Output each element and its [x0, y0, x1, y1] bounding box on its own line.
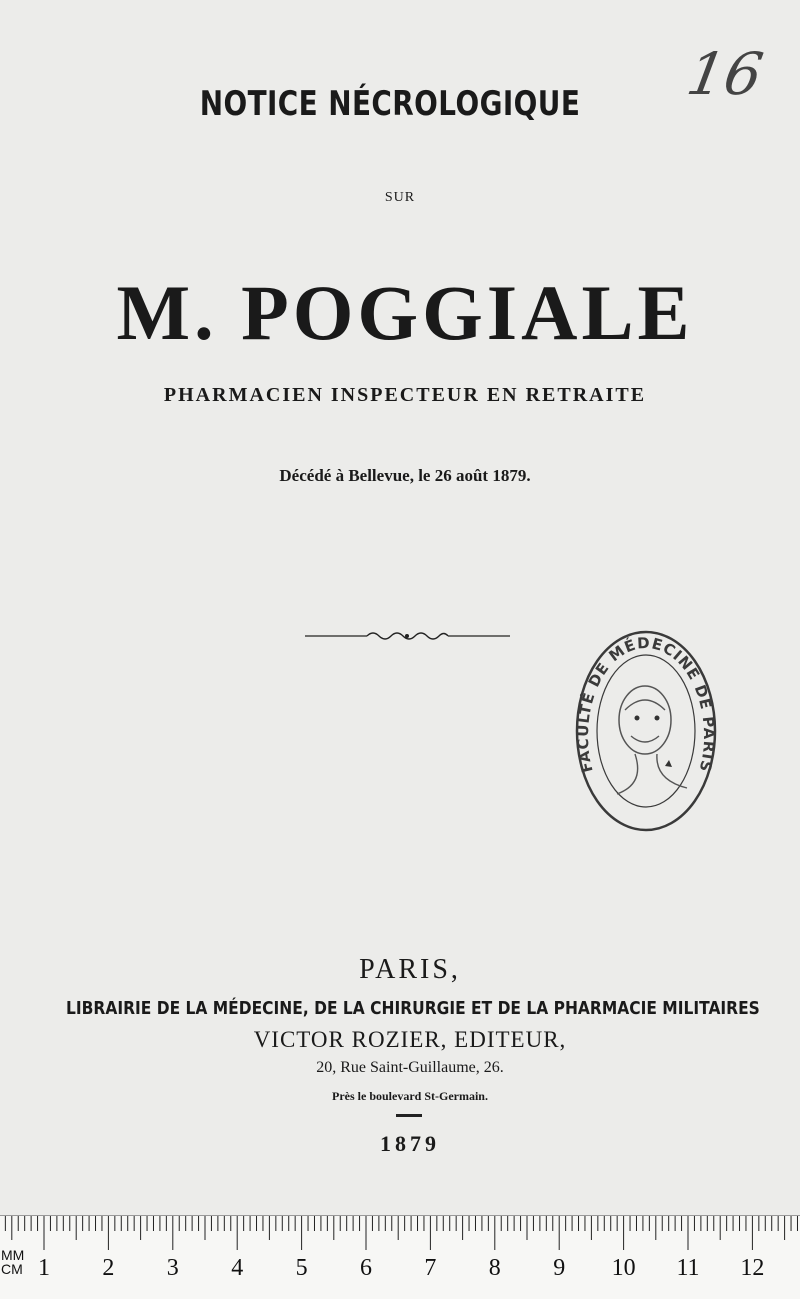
ruler-label: 6 — [360, 1255, 372, 1281]
ruler-label: 9 — [553, 1255, 566, 1281]
notice-heading: NOTICE NÉCROLOGIQUE — [199, 84, 581, 124]
subject-name: M. POGGIALE — [116, 269, 694, 356]
subject-title: PHARMACIEN INSPECTEUR EN RETRAITE — [163, 384, 647, 406]
ruler-unit-cm: CM — [1, 1261, 23, 1277]
ruler-unit-mm: MM — [1, 1247, 25, 1263]
ruler-label: 2 — [102, 1255, 115, 1281]
ruler-label: 8 — [488, 1255, 501, 1281]
imprint-city: PARIS, — [359, 954, 461, 985]
handwritten-page-number: 16 — [682, 40, 768, 108]
ruler-label: 11 — [676, 1255, 700, 1281]
ruler-label: 5 — [295, 1255, 308, 1281]
imprint-address: 20, Rue Saint-Guillaume, 26. — [316, 1059, 504, 1076]
ruler-label: 7 — [424, 1255, 437, 1281]
imprint-publisher: LIBRAIRIE DE LA MÉDECINE, DE LA CHIRURGIE ET DE LA PHARMACIE MILITAIRES — [66, 998, 760, 1019]
library-stamp — [573, 628, 719, 834]
imprint-year: 1879 — [380, 1131, 440, 1156]
ruler-ticks — [0, 1216, 800, 1252]
ruler-label: 10 — [611, 1255, 636, 1281]
stamp-text: FACULTÉ DE MÉDECINE DE PARIS — [573, 633, 719, 775]
short-rule — [396, 1114, 422, 1117]
imprint-editor: VICTOR ROZIER, EDITEUR, — [253, 1027, 567, 1052]
ruler-label: 3 — [166, 1255, 179, 1281]
connector-text: SUR — [384, 190, 416, 205]
ornament-divider — [305, 628, 510, 644]
imprint-location-note: Près le boulevard St-Germain. — [332, 1089, 488, 1103]
ruler-label: 12 — [740, 1255, 765, 1281]
ruler-label: 1 — [38, 1255, 50, 1281]
death-notice: Décédé à Bellevue, le 26 août 1879. — [279, 466, 531, 485]
ruler-label: 4 — [231, 1255, 244, 1281]
